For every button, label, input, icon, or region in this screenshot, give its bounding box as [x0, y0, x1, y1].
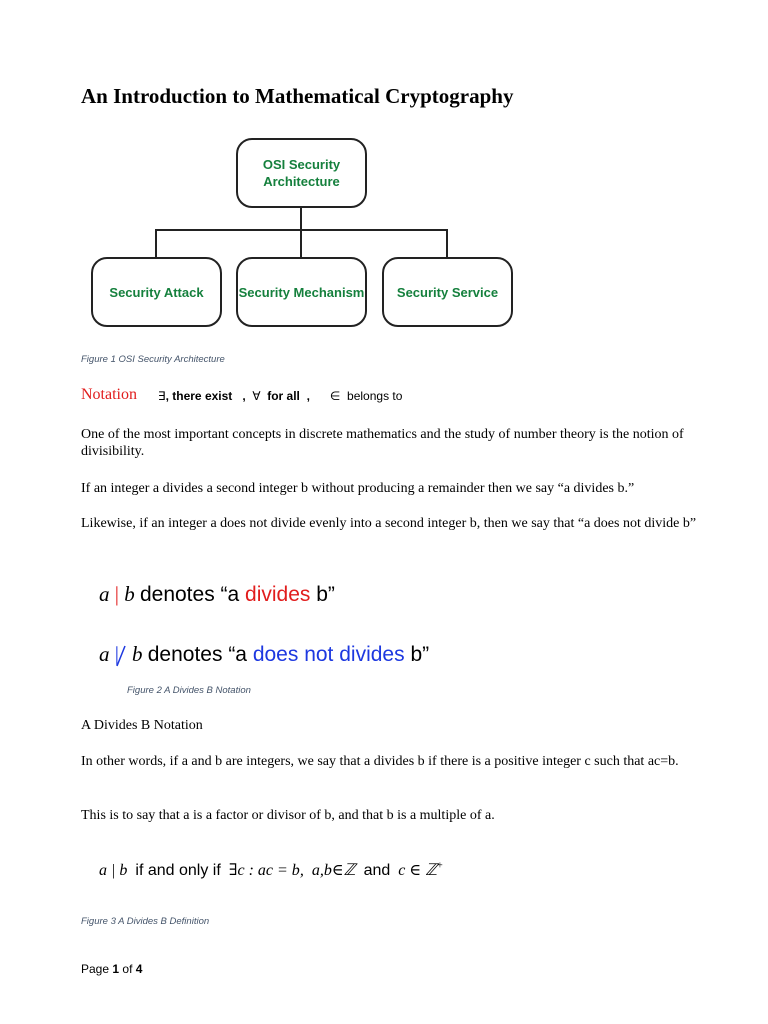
footer-page-total: 4 — [135, 962, 143, 976]
exists-text: , there exist — [165, 389, 233, 403]
paragraph-not-divides: Likewise, if an integer a does not divide evenly into a second integer b, then we say that “a does not divide b” — [81, 516, 697, 531]
notation-sep-1: , — [242, 389, 246, 403]
figure3-caption: Figure 3 A Divides B Definition — [81, 916, 210, 927]
forall-symbol: ∀ — [252, 389, 261, 403]
formula-var-a: a — [99, 642, 110, 666]
diagram-node-security-mechanism: Security Mechanism — [236, 257, 367, 327]
connector-root — [300, 208, 302, 230]
connector-left — [155, 229, 157, 258]
notation-label: Notation — [81, 386, 137, 403]
definition-members: a,b∈ℤ — [311, 862, 356, 879]
definition-c-in: c ∈ ℤ — [398, 862, 438, 879]
diagram-node-security-service: Security Service — [382, 257, 513, 327]
footer-of: of — [122, 962, 133, 976]
definition-and: and — [363, 862, 391, 879]
formula-var-a: a — [99, 582, 110, 606]
definition-iff: if and only if — [135, 862, 221, 879]
formula-denotes: denotes “a — [139, 583, 246, 606]
formula-var-b: b — [132, 642, 143, 666]
formula-post: b” — [404, 643, 430, 666]
formula-not-divides — [99, 642, 429, 667]
formula-divides-word: divides — [245, 583, 311, 606]
paragraph-divides-integers: In other words, if a and b are integers, we say that a divides b if there is a positive integer c such that ac=b. — [81, 754, 679, 769]
definition-comma: , — [299, 862, 304, 879]
diagram-node-security-attack: Security Attack — [91, 257, 222, 327]
notation-symbols — [158, 389, 402, 403]
formula-var-b: b — [124, 582, 135, 606]
connector-middle — [300, 229, 302, 258]
footer-page-number: 1 — [112, 962, 120, 976]
diagram-node-root: OSI Security Architecture — [236, 138, 367, 208]
divides-bar: | — [114, 582, 119, 606]
subheading-divides-notation: A Divides B Notation — [81, 718, 203, 733]
formula-does-not-divide-word: does not divides — [252, 643, 405, 666]
paragraph-divisibility-intro: One of the most important concepts in discrete mathematics and the study of number theory is the notion of divisibility. — [81, 427, 684, 459]
element-of-symbol: ∈ — [329, 389, 341, 403]
connector-right — [446, 229, 448, 258]
footer-page-label: Page — [81, 962, 110, 976]
figure1-caption: Figure 1 OSI Security Architecture — [81, 354, 225, 365]
definition-plus: + — [437, 860, 443, 872]
formula-denotes: denotes “a — [147, 643, 253, 666]
slash-stroke — [115, 644, 127, 668]
formula-divides-definition — [99, 860, 443, 880]
paragraph-divides-definition: If an integer a divides a second integer b without producing a remainder then we say “a divides b.” — [81, 481, 635, 496]
notation-sep-2: , — [306, 389, 310, 403]
figure2-caption: Figure 2 A Divides B Notation — [127, 685, 251, 696]
not-divides-bar-glyph: | — [114, 642, 119, 666]
paragraph-factor-multiple: This is to say that a is a factor or divisor of b, and that b is a multiple of a. — [81, 808, 495, 823]
page-footer — [81, 962, 142, 976]
definition-lhs: a | b — [99, 862, 128, 879]
forall-text: for all — [267, 389, 300, 403]
document-title: An Introduction to Mathematical Cryptography — [81, 84, 514, 108]
exists-symbol: ∃ — [158, 389, 166, 403]
formula-divides — [99, 582, 335, 607]
element-of-text: belongs to — [347, 389, 403, 403]
formula-post: b” — [310, 583, 335, 606]
not-divides-bar — [115, 642, 127, 667]
definition-exists: ∃c : ac = b — [228, 862, 300, 879]
